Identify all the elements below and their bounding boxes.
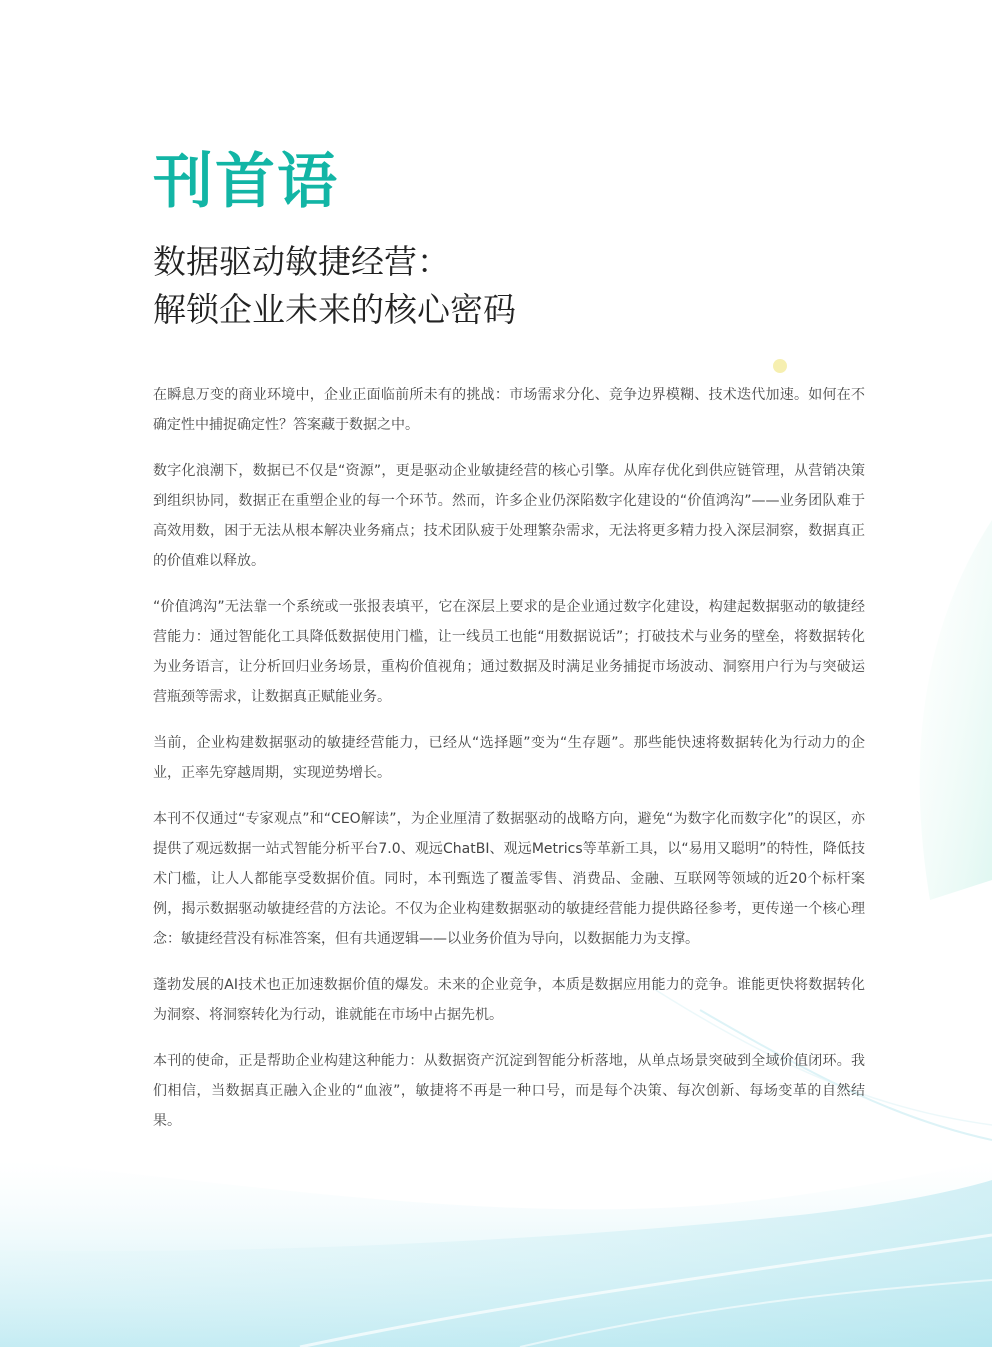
article-body <box>153 380 865 1136</box>
paragraph: 当前，企业构建数据驱动的敏捷经营能力，已经从“选择题”变为“生存题”。那些能快速将数据转化为行动力的企业，正率先穿越周期，实现逆势增长。 <box>153 735 865 781</box>
paragraph: 本刊的使命，正是帮助企业构建这种能力：从数据资产沉淀到智能分析落地，从单点场景突破到全域价值闭环。我们相信，当数据真正融入企业的“血液”，敏捷将不再是一种口号，而是每个决策、每次创新、每场变革的自然结果。 <box>153 1053 865 1129</box>
paragraph: 本刊不仅通过“专家观点”和“CEO解读”，为企业厘清了数据驱动的战略方向，避免“为数字化而数字化”的误区，亦提供了观远数据一站式智能分析平台7.0、观远ChatBI、观远Metrics等革新工具，以“易用又聪明”的特性，降低技术门槛，让人人都能享受数据价值。同时，本刊甄选了覆盖零售、消费品、金融、互联网等领域的近20个标杆案例，揭示数据驱动敏捷经营的方法论。不仅为企业构建数据驱动的敏捷经营能力提供路径参考，更传递一个核心理念：敏捷经营没有标准答案，但有共通逻辑——以业务价值为导向，以数据能力为支撑。 <box>153 811 865 947</box>
editorial-article <box>153 140 865 1152</box>
page-title <box>153 238 865 334</box>
paragraph: 在瞬息万变的商业环境中，企业正面临前所未有的挑战：市场需求分化、竞争边界模糊、技术迭代加速。如何在不确定性中捕捉确定性？答案藏于数据之中。 <box>153 387 865 433</box>
title-line-1: 数据驱动敏捷经营： <box>153 242 450 281</box>
paragraph: “价值鸿沟”无法靠一个系统或一张报表填平，它在深层上要求的是企业通过数字化建设，构建起数据驱动的敏捷经营能力：通过智能化工具降低数据使用门槛，让一线员工也能“用数据说话”；打破技术与业务的壁垒，将数据转化为业务语言，让分析回归业务场景，重构价值视角；通过数据及时满足业务捕捉市场波动、洞察用户行为与突破运营瓶颈等需求，让数据真正赋能业务。 <box>153 599 865 705</box>
section-label: 刊首语 <box>153 147 339 217</box>
paragraph: 数字化浪潮下，数据已不仅是“资源”，更是驱动企业敏捷经营的核心引擎。从库存优化到供应链管理，从营销决策到组织协同，数据正在重塑企业的每一个环节。然而，许多企业仍深陷数字化建设的“价值鸿沟”——业务团队难于高效用数，困于无法从根本解决业务痛点；技术团队疲于处理繁杂需求，无法将更多精力投入深层洞察，数据真正的价值难以释放。 <box>153 463 865 569</box>
title-line-2: 解锁企业未来的核心密码 <box>153 290 516 329</box>
paragraph: 蓬勃发展的AI技术也正加速数据价值的爆发。未来的企业竞争，本质是数据应用能力的竞争。谁能更快将数据转化为洞察、将洞察转化为行动，谁就能在市场中占据先机。 <box>153 977 865 1023</box>
